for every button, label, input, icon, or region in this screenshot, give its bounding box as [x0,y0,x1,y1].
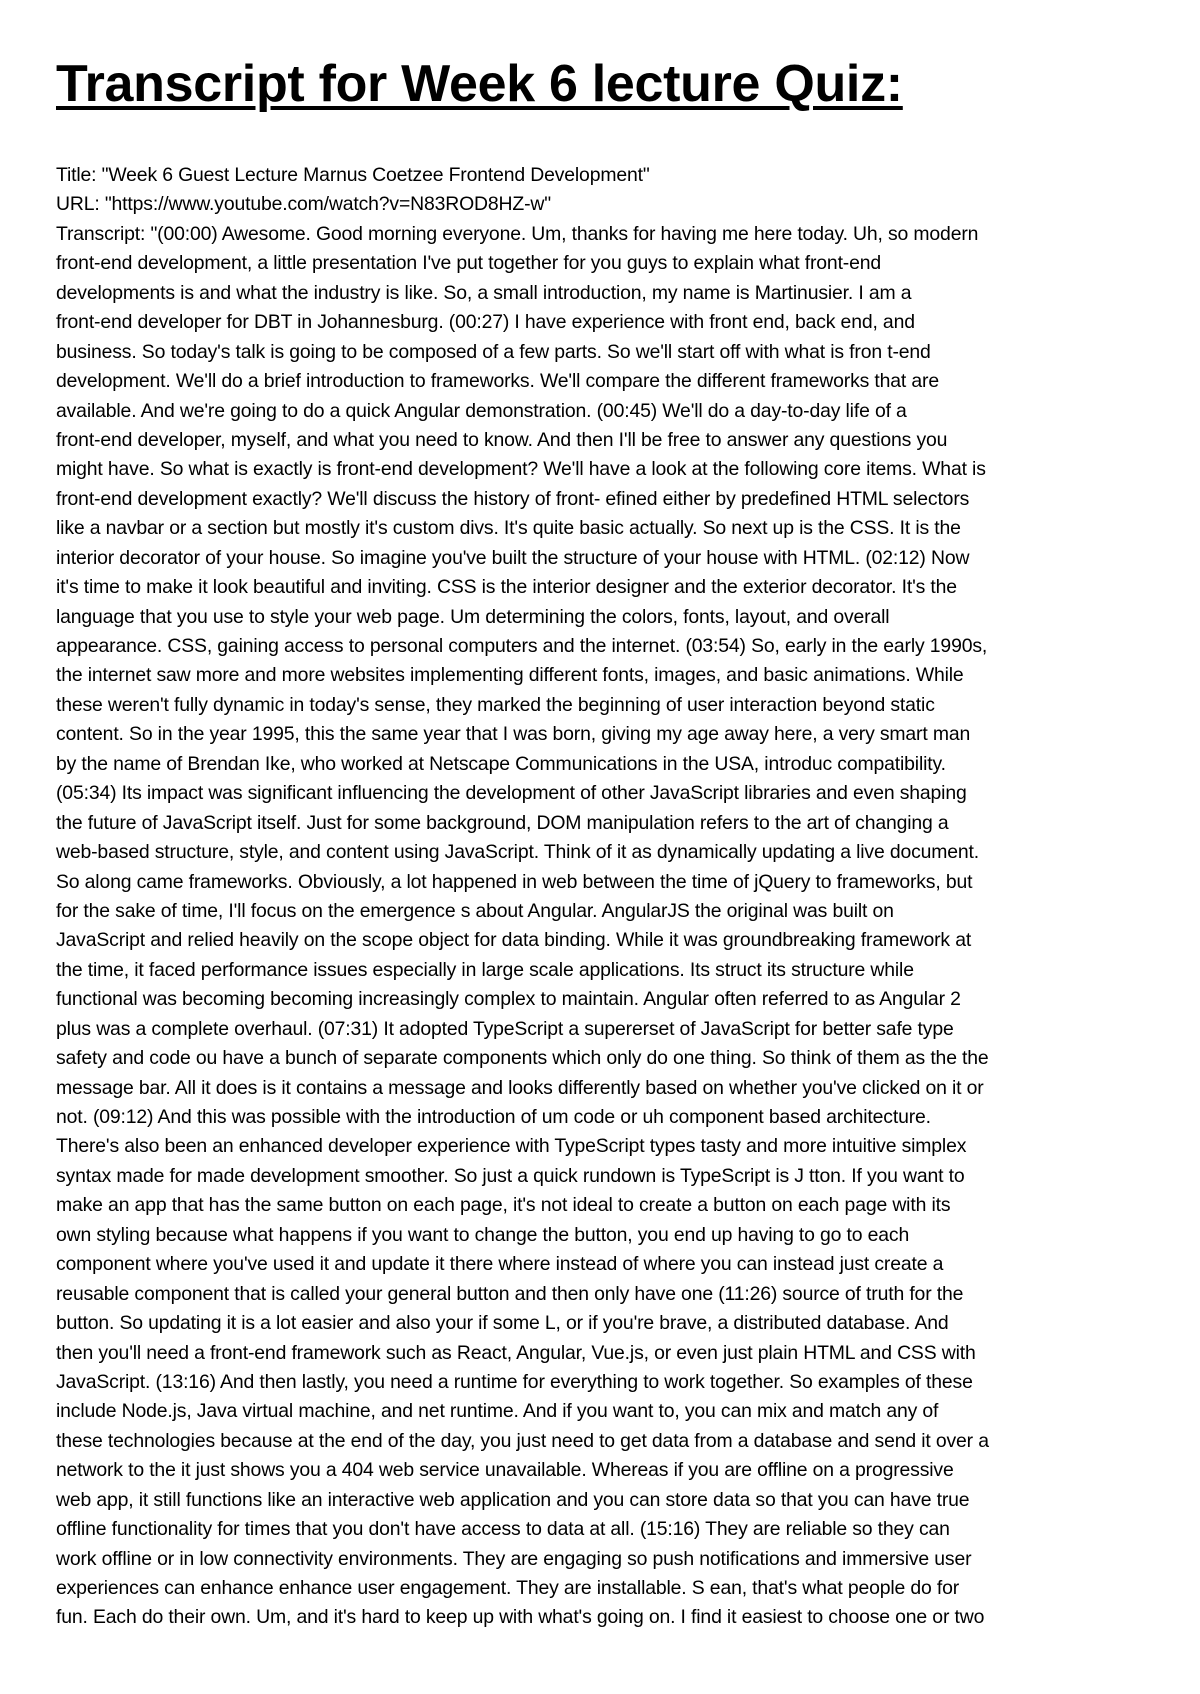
transcript-line: front-end development, a little presentation I've put together for you guys to explain what front-end [56,252,882,275]
transcript-line: business. So today's talk is going to be composed of a few parts. So we'll start off with what is fron t-end [56,340,931,363]
transcript-line: not. (09:12) And this was possible with the introduction of um code or uh component based architecture. [56,1106,931,1128]
transcript-line: safety and code ou have a bunch of separate components which only do one thing. So think of them as the the [56,1047,989,1070]
transcript-line: then you'll need a front-end framework such as React, Angular, Vue.js, or even just plain HTML and CSS with [56,1341,976,1364]
transcript-line: the time, it faced performance issues especially in large scale applications. Its struct its structure while [56,958,914,981]
transcript-line: front-end developer, myself, and what you need to know. And then I'll be free to answer any questions you [56,428,948,451]
transcript-line: front-end development exactly? We'll discuss the history of front- efined either by predefined HTML selectors [56,487,970,510]
document-title: Transcript for Week 6 lecture Quiz: [56,55,903,113]
transcript-line: (05:34) Its impact was significant influencing the development of other JavaScript libraries and even shaping [56,782,967,805]
transcript-line: syntax made for made development smoother. So just a quick rundown is TypeScript is J tton. If you want to [56,1164,965,1187]
transcript-line: the future of JavaScript itself. Just for some background, DOM manipulation refers to the art of changing a [56,811,949,834]
transcript-line: appearance. CSS, gaining access to personal computers and the internet. (03:54) So, early in the early 1990s, [56,635,988,657]
transcript-line: Title: "Week 6 Guest Lecture Marnus Coetzee Frontend Development" [56,164,650,186]
transcript-line: So along came frameworks. Obviously, a lot happened in web between the time of jQuery to frameworks, but [56,870,973,893]
transcript-line: message bar. All it does is it contains a message and looks differently based on whether you've clicked on it or [56,1076,984,1099]
transcript-line: offline functionality for times that you don't have access to data at all. (15:16) They are reliable so they can [56,1518,950,1541]
transcript-line: these weren't fully dynamic in today's sense, they marked the beginning of user interaction beyond static [56,693,935,716]
transcript-line: plus was a complete overhaul. (07:31) It adopted TypeScript a supererset of JavaScript for better safe type [56,1017,954,1040]
transcript-line: language that you use to style your web page. Um determining the colors, fonts, layout, and overall [56,605,890,628]
transcript-line: work offline or in low connectivity environments. They are engaging so push notifications and immersive user [56,1547,972,1570]
transcript-line: developments is and what the industry is like. So, a small introduction, my name is Martinusier. I am a [56,281,912,304]
transcript-line: content. So in the year 1995, this the same year that I was born, giving my age away here, a very smart man [56,723,971,746]
transcript-line: include Node.js, Java virtual machine, and net runtime. And if you want to, you can mix and match any of [56,1400,939,1423]
transcript-line: There's also been an enhanced developer experience with TypeScript types tasty and more intuitive simplex [56,1135,967,1158]
transcript-line: JavaScript and relied heavily on the scope object for data binding. While it was groundbreaking framework at [56,929,972,952]
transcript-line: URL: "https://www.youtube.com/watch?v=N83ROD8HZ-w" [56,193,551,216]
transcript-line: make an app that has the same button on each page, it's not ideal to create a button on each page with its [56,1194,951,1217]
transcript-line: functional was becoming becoming increasingly complex to maintain. Angular often referred to as Angular 2 [56,988,961,1011]
transcript-line: own styling because what happens if you want to change the button, you end up having to go to each [56,1223,910,1246]
transcript-line: web-based structure, style, and content using JavaScript. Think of it as dynamically updating a live document. [56,841,980,864]
transcript-line: reusable component that is called your general button and then only have one (11:26) source of truth for the [56,1282,964,1305]
transcript-line: like a navbar or a section but mostly it's custom divs. It's quite basic actually. So next up is the CSS. It is the [56,517,961,540]
transcript-line: button. So updating it is a lot easier and also your if some L, or if you're brave, a distributed database. And [56,1312,949,1335]
transcript-line: front-end developer for DBT in Johannesburg. (00:27) I have experience with front end, back end, and [56,311,915,334]
transcript-line: fun. Each do their own. Um, and it's hard to keep up with what's going on. I find it easiest to choose one or two [56,1606,985,1629]
transcript-line: available. And we're going to do a quick Angular demonstration. (00:45) We'll do a day-to-day life of a [56,399,907,422]
transcript-line: for the sake of time, I'll focus on the emergence s about Angular. AngularJS the original was built on [56,899,894,922]
transcript-line: it's time to make it look beautiful and inviting. CSS is the interior designer and the exterior decorator. It's the [56,576,957,599]
transcript-line: web app, it still functions like an interactive web application and you can store data so that you can have true [56,1488,970,1511]
transcript-line: the internet saw more and more websites implementing different fonts, images, and basic animations. While [56,664,964,687]
transcript-line: experiences can enhance enhance user engagement. They are installable. S ean, that's what people do for [56,1577,960,1599]
transcript-line: JavaScript. (13:16) And then lastly, you need a runtime for everything to work together. So examples of these [56,1370,973,1393]
transcript-line: development. We'll do a brief introduction to frameworks. We'll compare the different frameworks that are [56,370,939,393]
transcript-line: might have. So what is exactly is front-end development? We'll have a look at the following core items. What is [56,458,986,481]
transcript-line: component where you've used it and update it there where instead of where you can instead just create a [56,1253,944,1276]
transcript-line: by the name of Brendan Ike, who worked at Netscape Communications in the USA, introduc compatibility. [56,752,946,775]
transcript-body [56,161,1166,1633]
transcript-line: network to the it just shows you a 404 web service unavailable. Whereas if you are offline on a progressive [56,1459,954,1482]
transcript-line: interior decorator of your house. So imagine you've built the structure of your house with HTML. (02:12) Now [56,546,970,569]
transcript-line: these technologies because at the end of the day, you just need to get data from a database and send it over a [56,1429,989,1452]
transcript-line: Transcript: "(00:00) Awesome. Good morning everyone. Um, thanks for having me here today. Uh, so modern [56,222,979,245]
